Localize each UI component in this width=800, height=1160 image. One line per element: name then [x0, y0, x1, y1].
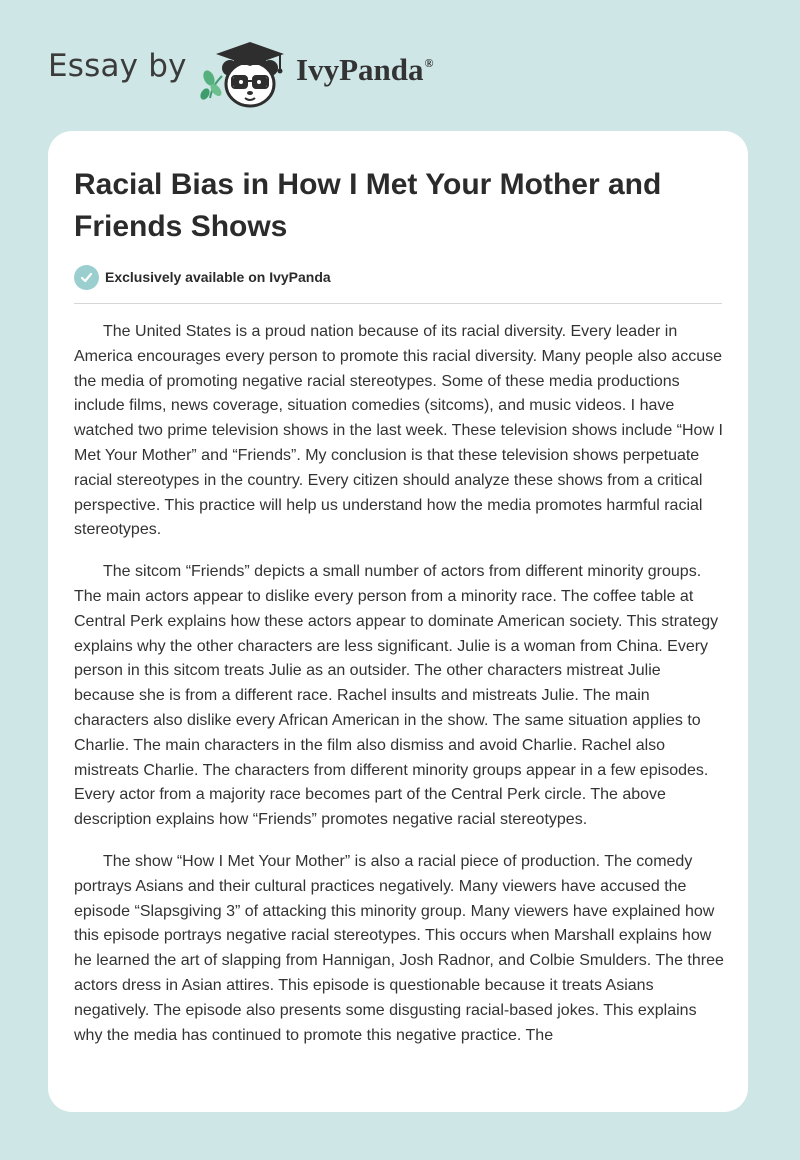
- essay-paragraph: The United States is a proud nation because of its racial diversity. Every leader in America encourages every person to promote this racial diversity. Many people also accuse the media of promoting negative racial stereotypes. Some of these media productions include films, news coverage, situation comedies (sitcoms), and music videos. I have watched two prime television shows in the last week. These television shows include “How I Met Your Mother” and “Friends”. My conclusion is that these television shows perpetuate racial stereotypes in the country. Every citizen should analyze these shows from a critical perspective. This practice will help us understand how the media promotes harmful racial stereotypes.: [74, 323, 723, 539]
- essay-body: [74, 320, 724, 1065]
- essay-paragraph: The sitcom “Friends” depicts a small number of actors from different minority groups. The main actors appear to dislike every person from a minority race. The coffee table at Central Perk explains how these actors appear to dominate American society. This strategy explains why the other characters are less significant. Julie is a woman from China. Every person in this sitcom treats Julie as an outsider. The other characters mistreat Julie because she is from a different race. Rachel insults and mistreats Julie. The main characters also dislike every African American in the show. The same situation applies to Charlie. The main characters in the film also dismiss and avoid Charlie. Rachel also mistreats Charlie. The characters from different minority groups appear in a few episodes. Every actor from a majority race becomes part of the Central Perk circle. The above description explains how “Friends” promotes negative racial stereotypes.: [74, 563, 719, 829]
- registered-mark: ®: [424, 56, 434, 70]
- check-mark-glyph: [80, 271, 93, 284]
- essay-card: [48, 131, 748, 1112]
- essay-title: Racial Bias in How I Met Your Mother and Friends Shows: [74, 168, 662, 243]
- check-icon: [74, 265, 99, 290]
- divider: [74, 303, 722, 304]
- brand-name-text: IvyPanda: [296, 52, 424, 87]
- site-header: [0, 0, 800, 130]
- exclusive-badge: [74, 264, 331, 290]
- brand-name: [296, 52, 433, 88]
- exclusive-badge-text: Exclusively available on IvyPanda: [105, 269, 331, 285]
- panda-graduate-icon: [200, 38, 292, 110]
- essay-paragraph: The show “How I Met Your Mother” is also a racial piece of production. The comedy portrays Asians and their cultural practices negatively. Many viewers have accused the episode “Slapsgiving 3” of attacking this minority group. Many viewers have explained how this episode portrays negative racial stereotypes. This occurs when Marshall explains how he learned the art of slapping from Hannigan, Josh Radnor, and Colbie Smulders. The three actors dress in Asian attires. This episode is questionable because it treats Asians negatively. The episode also presents some disgusting racial-based jokes. This explains why the media has continued to promote this negative practice. The: [74, 852, 724, 1044]
- essay-by-label: Essay by: [48, 48, 187, 84]
